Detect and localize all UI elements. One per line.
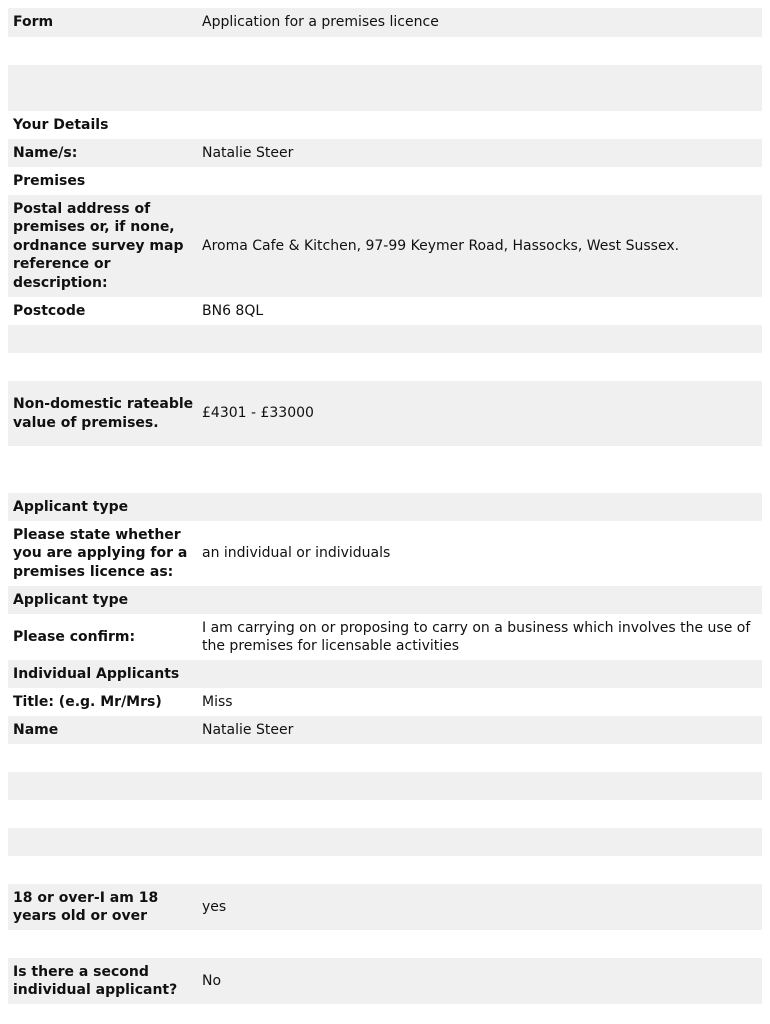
table-row — [8, 37, 762, 65]
row-label: Applicant type — [13, 498, 129, 515]
table-row — [8, 139, 762, 167]
row-value: BN6 8QL — [202, 302, 264, 319]
row-label: Premises — [13, 172, 86, 189]
table-row — [8, 353, 762, 381]
table-row — [8, 800, 762, 828]
row-label: Name/s: — [13, 144, 78, 161]
row-value: No — [202, 972, 222, 989]
table-row — [8, 446, 762, 493]
table-row — [8, 167, 762, 195]
row-label: Non-domestic rateable value of premises. — [13, 396, 194, 431]
table-row — [8, 8, 762, 37]
row-label: Postcode — [13, 302, 86, 319]
table-row — [8, 586, 762, 614]
row-value: yes — [202, 898, 227, 915]
table-row — [8, 325, 762, 353]
table-row — [8, 660, 762, 688]
row-value: Natalie Steer — [202, 721, 294, 738]
row-label: Applicant type — [13, 591, 129, 608]
table-row — [8, 381, 762, 446]
row-label: Form — [13, 14, 54, 31]
table-row — [8, 297, 762, 325]
row-label: Please state whether you are applying for a premises licence as: — [13, 526, 188, 580]
table-row — [8, 493, 762, 521]
form-table — [8, 8, 762, 1020]
row-value: I am carrying on or proposing to carry on a business which involves the use of the premises for licensable activities — [202, 619, 751, 654]
table-row — [8, 828, 762, 856]
table-row — [8, 688, 762, 716]
table-row — [8, 65, 762, 111]
row-value: Miss — [202, 693, 233, 710]
row-label: Name — [13, 721, 59, 738]
table-row — [8, 195, 762, 297]
table-row — [8, 930, 762, 958]
table-row — [8, 856, 762, 884]
table-row — [8, 744, 762, 772]
row-label: Postal address of premises or, if none, ordnance survey map reference or description: — [13, 200, 184, 291]
row-label: Your Details — [13, 116, 109, 133]
row-label: 18 or over-I am 18 years old or over — [13, 889, 159, 924]
table-row — [8, 521, 762, 586]
row-value: Aroma Cafe & Kitchen, 97-99 Keymer Road, Hassocks, West Sussex. — [202, 237, 680, 254]
row-value: Application for a premises licence — [202, 14, 439, 31]
table-row — [8, 772, 762, 800]
row-label: Is there a second individual applicant? — [13, 963, 178, 998]
row-label: Individual Applicants — [13, 665, 180, 682]
row-value: £4301 - £33000 — [202, 405, 314, 422]
table-row — [8, 614, 762, 660]
row-value: Natalie Steer — [202, 144, 294, 161]
table-row — [8, 958, 762, 1004]
row-label: Title: (e.g. Mr/Mrs) — [13, 693, 162, 710]
table-row — [8, 1004, 762, 1020]
row-value: an individual or individuals — [202, 545, 391, 562]
table-row — [8, 111, 762, 139]
row-label: Please confirm: — [13, 628, 136, 645]
table-row — [8, 716, 762, 744]
table-row — [8, 884, 762, 930]
